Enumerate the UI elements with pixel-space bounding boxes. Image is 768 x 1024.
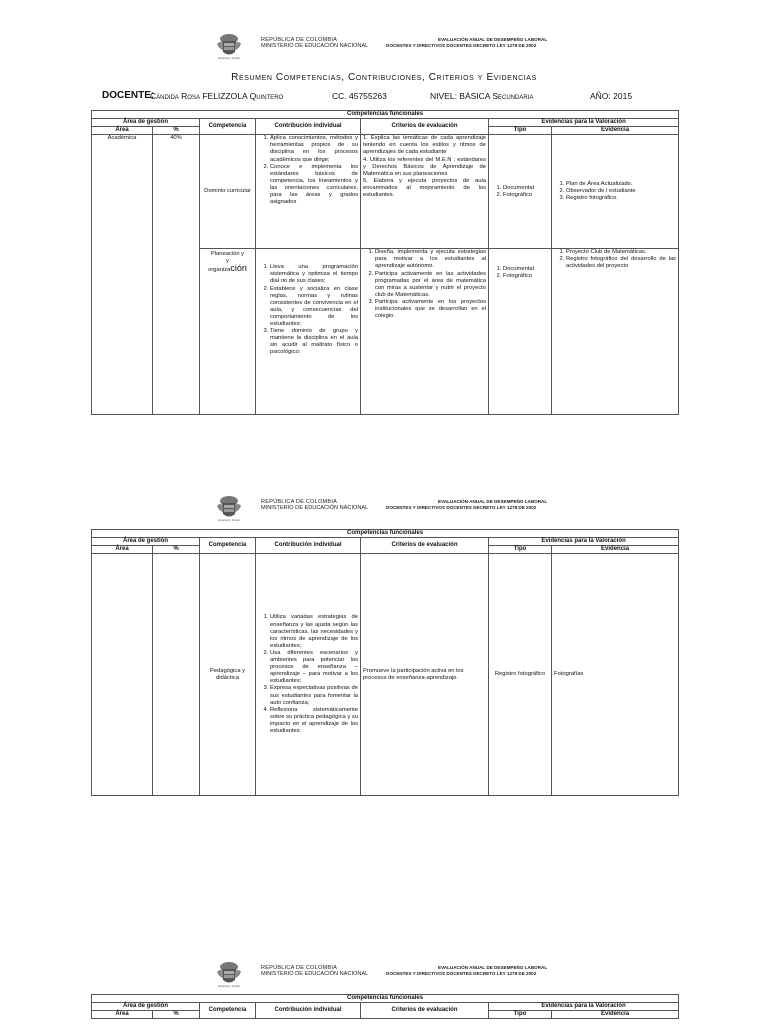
criterios-header: Criterios de evaluación <box>361 538 489 554</box>
contribucion-header: Contribución individual <box>256 1003 361 1019</box>
teacher-label: DOCENTE: <box>102 90 155 101</box>
list-item: 2. Observador de l estudiante <box>566 188 676 195</box>
republic-name: REPÚBLICA DE COLOMBIA <box>261 499 338 505</box>
teacher-year: AÑO: 2015 <box>590 91 633 101</box>
functional-header: Competencias funcionales <box>92 995 679 1003</box>
republic-name: REPÚBLICA DE COLOMBIA <box>261 965 338 971</box>
competencia-header: Competencia <box>200 1003 256 1019</box>
area-cell: Académica <box>92 135 153 415</box>
coat-of-arms-icon <box>215 492 243 526</box>
list-item: 2. Conoce e implementa los estándares básicos de competencia, los lineamientos y las orientaciones curriculares, para las áreas y grados asignados <box>270 164 358 207</box>
competencia-cell: Dominio curricular <box>200 135 256 249</box>
evaluation-title: EVALUACIÓN ANUAL DE DESEMPEÑO LABORAL <box>438 37 548 42</box>
seal-caption: Libertad y Orden <box>217 56 241 60</box>
coat-of-arms-icon <box>215 30 243 64</box>
evidencias-header: Evidencias para la Valoración <box>489 119 679 127</box>
ministry-block <box>261 965 368 978</box>
list-item: 2. Participa activamente en las actividades programadas por el área de matemática con miras a sustentar y nutrir el proyecto club de Matemáticas. <box>375 271 486 299</box>
competencies-table-2 <box>91 529 679 796</box>
evidencias-header: Evidencias para la Valoración <box>489 538 679 546</box>
evidencia-cell: Fotografías <box>552 554 679 796</box>
list-item: 1. Explica las temáticas de cada aprendizaje teniendo en cuenta los estilos y ritmos de aprendizajes de cada estudiante <box>363 135 486 156</box>
table-row <box>92 135 679 249</box>
criterios-header: Criterios de evaluación <box>361 1003 489 1019</box>
evaluation-decree: DOCENTES Y DIRECTIVOS DOCENTES DECRETO LEY 1278 DE 2002 <box>386 43 537 49</box>
coat-of-arms-icon <box>215 958 243 992</box>
contribucion-header: Contribución individual <box>256 119 361 135</box>
list-item: 3. Registro fotográfico. <box>566 195 676 202</box>
pct-header: % <box>153 1011 200 1019</box>
list-item: 2. Registro fotográfico del desarrollo de las actividades del proyecto <box>566 256 676 270</box>
functional-header: Competencias funcionales <box>92 530 679 538</box>
teacher-id: CC. 45755263 <box>332 91 387 101</box>
evidencia-cell <box>552 135 679 249</box>
contribucion-cell <box>256 135 361 249</box>
teacher-level: NIVEL: BÁSICA Secundaria <box>430 91 534 101</box>
list-item: 1. Lleva una programación sistemática y optimiza el tiempo dial rio de sus clases; <box>270 264 358 285</box>
area-header: Área <box>92 1011 153 1019</box>
evaluation-block <box>386 499 547 512</box>
seal-caption: Libertad y Orden <box>217 984 241 988</box>
list-item: 1. Documental <box>503 266 549 273</box>
pct-cell: 40% <box>153 135 200 415</box>
tipo-header: Tipo <box>489 1011 552 1019</box>
teacher-info-line <box>102 90 662 102</box>
functional-header: Competencias funcionales <box>92 111 679 119</box>
seal-caption: Libertad y Orden <box>217 518 241 522</box>
tipo-cell: Registro fotográfico <box>489 554 552 796</box>
contribucion-cell <box>256 249 361 415</box>
ministry-name: MINISTERIO DE EDUCACIÓN NACIONAL <box>261 43 369 50</box>
evaluation-title: EVALUACIÓN ANUAL DE DESEMPEÑO LABORAL <box>438 965 548 970</box>
ministry-block <box>261 37 368 50</box>
tipo-cell <box>489 135 552 249</box>
evidencia-header: Evidencia <box>552 546 679 554</box>
area-gestion-header: Área de gestión <box>92 538 200 546</box>
list-item: 2. Fotográfico <box>503 192 549 199</box>
evaluation-decree: DOCENTES Y DIRECTIVOS DOCENTES DECRETO LEY 1278 DE 2002 <box>386 505 537 511</box>
evaluation-decree: DOCENTES Y DIRECTIVOS DOCENTES DECRETO LEY 1278 DE 2002 <box>386 971 537 977</box>
pct-header: % <box>153 546 200 554</box>
evaluation-title: EVALUACIÓN ANUAL DE DESEMPEÑO LABORAL <box>438 499 548 504</box>
list-item: 3. Expresa expectativas positivas de sus estudiantes para fomentar la auto confianza; <box>270 685 358 706</box>
page-header-2 <box>215 492 575 526</box>
list-item: 1. Diseña, implementa y ejecuta estrategias para motivar a los estudiantes al aprendizaje autónomo. <box>375 249 486 270</box>
evidencia-header: Evidencia <box>552 1011 679 1019</box>
list-item: 2. Usa diferentes escenarios y ambientes para potenciar los procesos de enseñanza – aprendizaje – para motivar a los estudiantes; <box>270 650 358 685</box>
list-item: 5. Elabora y ejecuta proyectos de aula encaminados al mejoramiento de los estudiantes. <box>363 177 486 199</box>
list-item: 3. Tiene dominio de grupo y mantiene la disciplina en el aula sin acudir al maltrato físico o psicológico; <box>270 328 358 356</box>
criterios-header: Criterios de evaluación <box>361 119 489 135</box>
ministry-name: MINISTERIO DE EDUCACIÓN NACIONAL <box>261 971 369 978</box>
contribucion-header: Contribución individual <box>256 538 361 554</box>
competencia-cell: Pedagógica y didáctica <box>200 554 256 796</box>
pct-cell <box>153 554 200 796</box>
competencia-cell: Planeación y y organización <box>200 249 256 415</box>
evidencia-header: Evidencia <box>552 127 679 135</box>
contribucion-cell <box>256 554 361 796</box>
competencia-header: Competencia <box>200 119 256 135</box>
list-item: 3. Participa activamente en los proyectos institucionales que se desarrollan en el colegio. <box>375 299 486 320</box>
page-header-3 <box>215 958 575 992</box>
area-header: Área <box>92 127 153 135</box>
table-row <box>92 554 679 796</box>
area-cell <box>92 554 153 796</box>
republic-name: REPÚBLICA DE COLOMBIA <box>261 37 338 43</box>
evidencias-header: Evidencias para la Valoración <box>489 1003 679 1011</box>
list-item: 1. Aplica conocimientos, métodos y herramientas propios de su disciplina en los procesos académicos que dirige; <box>270 135 358 163</box>
list-item: 4. Utiliza los referentes del M.E.N ; estándares y Derechos Básicos de Aprendizaje de Matemática en sus planeaciones <box>363 156 486 177</box>
list-item: 1. Proyecto Club de Matemáticas. <box>566 249 676 256</box>
criterios-cell <box>361 135 489 249</box>
list-item: 4. Reflexiona sistemáticamente sobre su práctica pedagógica y su impacto en el aprendizaje de los estudiantes. <box>270 707 358 735</box>
pct-header: % <box>153 127 200 135</box>
area-gestion-header: Área de gestión <box>92 119 200 127</box>
list-item: 1. Plan de Área Actualizado. <box>566 181 676 188</box>
page-title: Resumen Competencias, Contribuciones, Criterios y Evidencias <box>231 72 537 83</box>
area-header: Área <box>92 546 153 554</box>
evaluation-block <box>386 965 547 978</box>
tipo-header: Tipo <box>489 127 552 135</box>
criterios-cell: Promueve la participación activa en los procesos de enseñanza-aprendizaje. <box>361 554 489 796</box>
tipo-cell <box>489 249 552 415</box>
list-item: 2. Establece y socializa en clase reglas, normas y rutinas consistentes de convivencia en el aula, y consecuencias del comportamiento de los estudiantes; <box>270 286 358 329</box>
list-item: 2. Fotográfico <box>503 273 549 280</box>
competencies-table-3 <box>91 994 679 1019</box>
tipo-header: Tipo <box>489 546 552 554</box>
list-item: 1. Utiliza variadas estrategias de enseñanza y las ajusta según las características, las necesidades y los ritmos de aprendizaje de los estudiantes; <box>270 614 358 649</box>
area-gestion-header: Área de gestión <box>92 1003 200 1011</box>
evaluation-block <box>386 37 547 50</box>
list-item: 1. Documental <box>503 185 549 192</box>
criterios-cell <box>361 249 489 415</box>
ministry-block <box>261 499 368 512</box>
teacher-name: Cándida Rosa FELIZZOLA Quintero <box>150 91 284 101</box>
page-header-1 <box>215 30 575 64</box>
competencies-table-1 <box>91 110 679 415</box>
evidencia-cell <box>552 249 679 415</box>
competencia-header: Competencia <box>200 538 256 554</box>
ministry-name: MINISTERIO DE EDUCACIÓN NACIONAL <box>261 505 369 512</box>
